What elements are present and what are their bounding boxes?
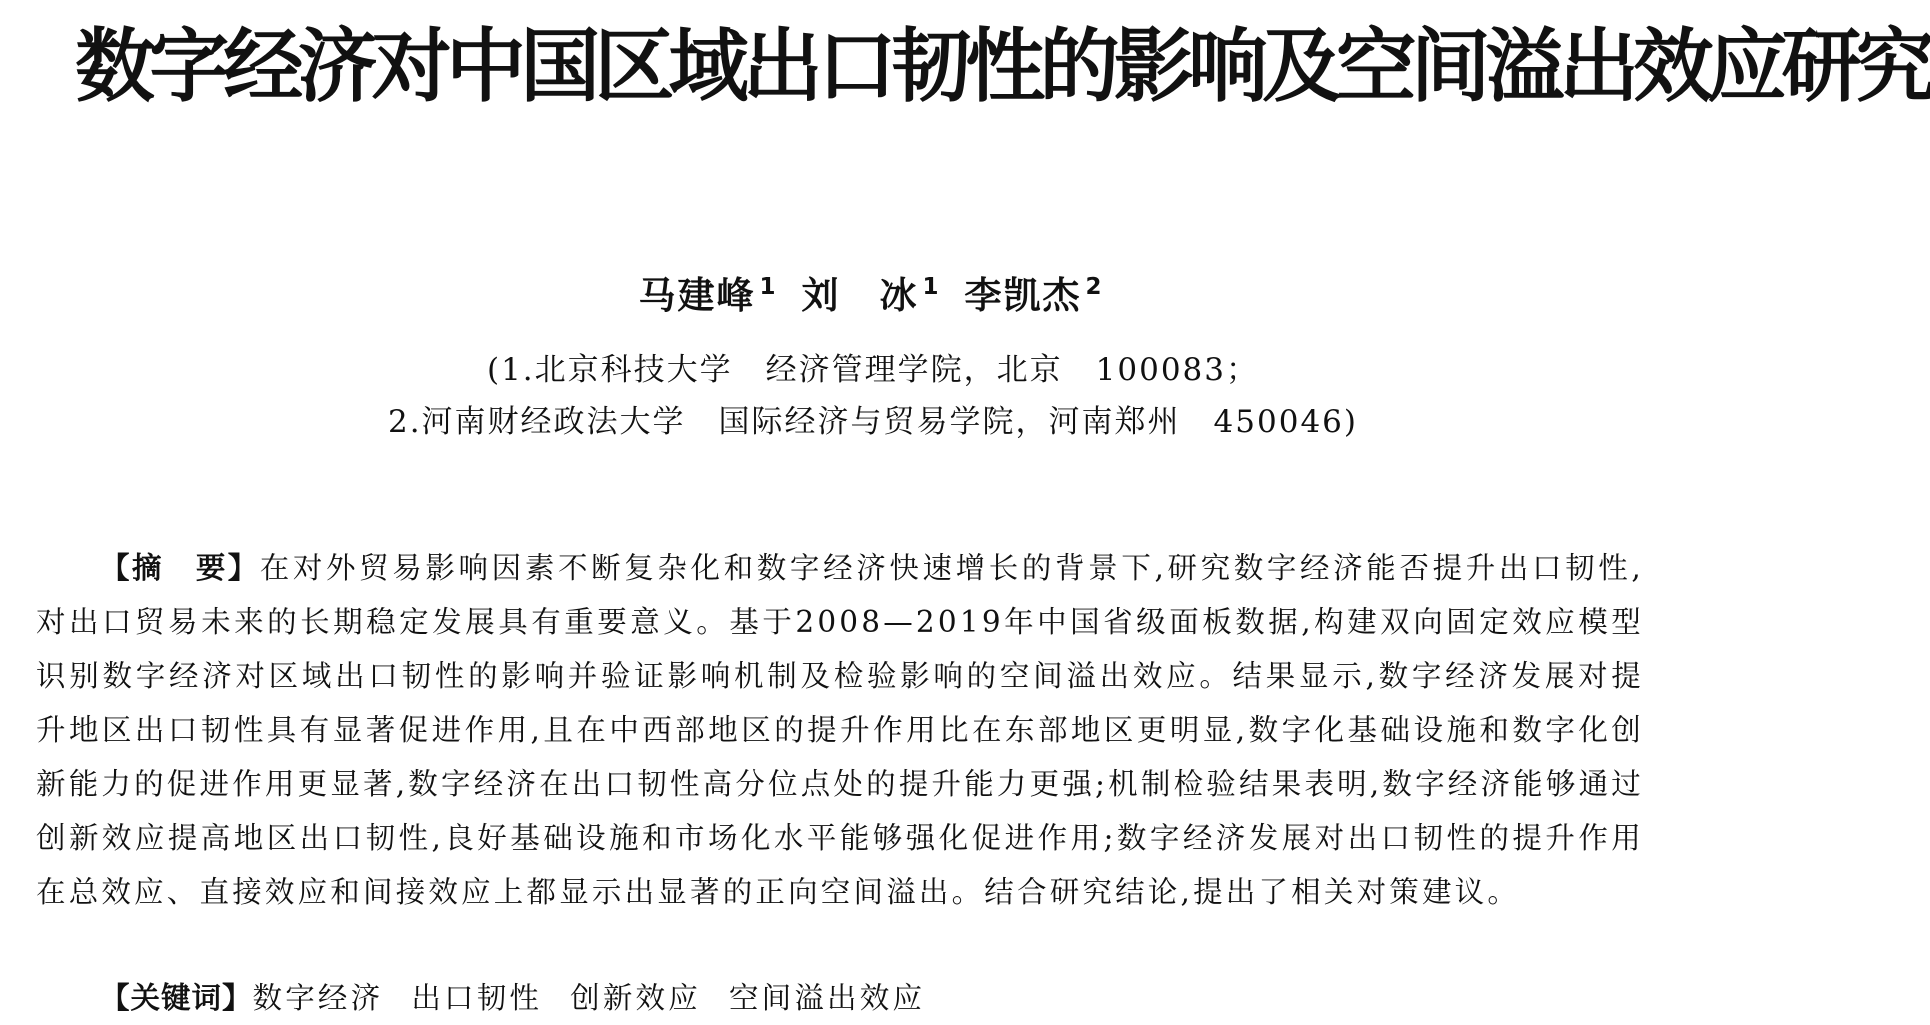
author: [638, 263, 801, 320]
author: [801, 263, 964, 320]
abstract: [36, 541, 1644, 919]
keyword: 空间溢出效应: [728, 981, 926, 1015]
keyword: 创新效应: [570, 981, 701, 1015]
affiliation-line: (1.北京科技大学 经济管理学院，北京 100083；: [486, 352, 1259, 388]
author-name: 马建峰: [638, 274, 756, 317]
author-affiliation-number: 1: [922, 274, 939, 300]
author: [965, 263, 1128, 320]
author-affiliation-number: 2: [1085, 274, 1102, 300]
keywords-label: 【关键词】: [100, 981, 253, 1015]
author-list: [0, 263, 1686, 320]
paper-title: 数字经济对中国区域出口韧性的影响及空间溢出效应研究: [75, 19, 1930, 113]
affiliation-line: 2.河南财经政法大学 国际经济与贸易学院，河南郑州 450046): [387, 404, 1358, 440]
keywords: [100, 971, 953, 1025]
author-affiliation-number: 1: [759, 274, 776, 300]
abstract-label: 【摘 要】: [100, 551, 260, 585]
keyword: 数字经济: [252, 981, 384, 1015]
author-name: 刘 冰: [801, 274, 919, 317]
keyword: 出口韧性: [411, 981, 543, 1015]
author-name: 李凯杰: [964, 274, 1082, 317]
abstract-text: 在对外贸易影响因素不断复杂化和数字经济快速增长的背景下,研究数字经济能否提升出口韧性,对出口贸易未来的长期稳定发展具有重要意义。基于2008—2019年中国省级面板数据,构建双向固定效应模型识别数字经济对区域出口韧性的影响并验证影响机制及检验影响的空间溢出效应。结果显示,数字经济发展对提升地区出口韧性具有显著促进作用,且在中西部地区的提升作用比在东部地区更明显,数字化基础设施和数字化创新能力的促进作用更显著,数字经济在出口韧性高分位点处的提升能力更强;机制检验结果表明,数字经济能够通过创新效应提高地区出口韧性,良好基础设施和市场化水平能够强化促进作用;数字经济发展对出口韧性的提升作用在总效应、直接效应和间接效应上都显示出显著的正向空间溢出。结合研究结论,提出了相关对策建议。: [36, 551, 1644, 909]
